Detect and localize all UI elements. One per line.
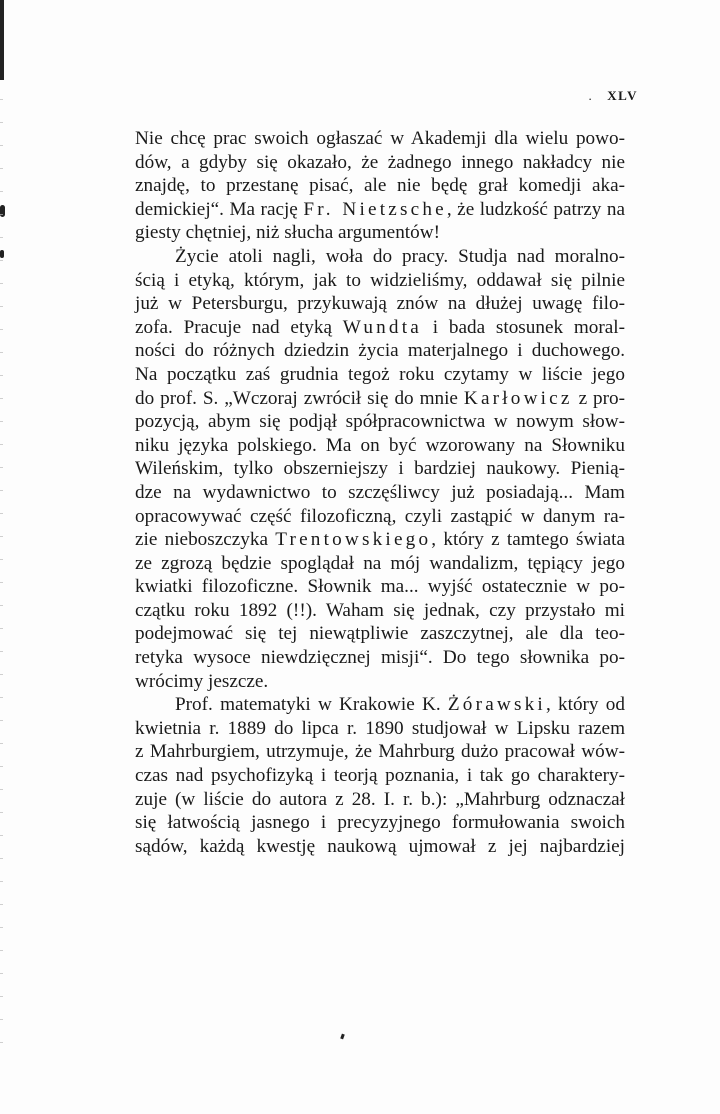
scan-edge-shadow [0,0,4,80]
text-line: Prof. matematyki w Krakowie K. Żórawski, który od [175,694,625,716]
text-line: dów, a gdyby się okazało, że żadnego innego nakładcy nie [135,151,625,173]
text-line: retyka wysoce niewdzięcznej misji“. Do tego słownika po- [135,647,625,669]
text-line: zuje (w liście do autora z 28. I. r. b.): „Mahrburg odznaczał [135,788,625,810]
text-line: giesty chętniej, niż słucha argumentów! [135,222,440,244]
paragraph [135,127,625,245]
paragraph [135,245,625,693]
text-line: niku języka polskiego. Ma on być wzorowany na Słowniku [135,434,625,456]
scan-speckle [0,90,3,1050]
text-line: do prof. S. „Wczoraj zwrócił się do mnie Karłowicz z pro- [135,387,626,409]
text-line: opracowywać część filozoficzną, czyli zastąpić w danym ra- [135,505,625,527]
text-line: ności do różnych dziedzin życia materjalnego i duchowego. [135,340,625,362]
text-line: Na początku zaś grudnia tegoż roku czytamy w liście jego [135,363,625,385]
text-line: znajdę, to przestanę pisać, ale nie będę grał komedji aka- [135,175,625,197]
text-line: zofa. Pracuje nad etyką Wundta i bada stosunek moral- [135,316,626,338]
text-line: ze zgrozą będzie spoglądał na mój wandalizm, tępiący jego [135,552,625,574]
text-line: dze na wydawnictwo to szczęśliwcy już posiadają... Mam [135,481,625,503]
ink-speck [340,1034,345,1040]
text-line: kwietnia r. 1889 do lipca r. 1890 studjował w Lipsku razem [135,717,625,739]
spaced-name: Fr. Nietzsche [303,198,447,220]
running-head [588,88,638,104]
text-line: Życie atoli nagli, woła do pracy. Studja nad moralno- [175,245,625,267]
text-line: czas nad psychofizyką i teorją poznania, i tak go charaktery- [135,765,625,787]
text-line: sądów, każdą kwestję naukową ujmował z jej najbardziej [135,835,625,857]
page-folio: XLV [607,88,638,103]
paragraph [135,693,625,858]
text-line: ścią i etyką, którym, jak to widzieliśmy, oddawał się pilnie [135,269,625,291]
text-line: się łatwością jasnego i precyzyjnego formułowania swoich [135,812,625,834]
spaced-name: Wundta [342,316,422,338]
text-line: podejmować się tej niewątpliwie zaszczytnej, ale dla teo- [135,623,625,645]
text-line: z Mahrburgiem, utrzymuje, że Mahrburg dużo pracował wów- [135,741,625,763]
running-head-ornament: . [588,88,594,103]
text-line: zie nieboszczyka Trentowskiego, który z tamtego świata [135,529,625,551]
text-line: wrócimy jeszcze. [135,670,269,692]
text-line: Wileńskim, tylko obszerniejszy i bardziej naukowy. Pienią- [135,458,625,480]
text-line: kwiatki filozoficzne. Słownik ma... wyjść ostatecznie w po- [135,576,625,598]
text-line: pozycją, abym się podjął spółpracownictwa w nowym słow- [135,411,625,433]
spaced-name: Karłowicz [463,387,573,409]
text-line: demickiej“. Ma rację Fr. Nietzsche, że ludzkość patrzy na [135,198,625,220]
spaced-name: Trentowskiego [275,529,432,551]
spaced-name: Żórawski [447,694,546,716]
text-line: już w Petersburgu, przykuwają znów na dłużej uwagę filo- [135,293,625,315]
text-line: Nie chcę prac swoich ogłaszać w Akademji dla wielu powo- [135,128,625,149]
body-text [135,127,625,858]
text-line: czątku roku 1892 (!!). Waham się jednak, czy przystało mi [135,599,625,621]
